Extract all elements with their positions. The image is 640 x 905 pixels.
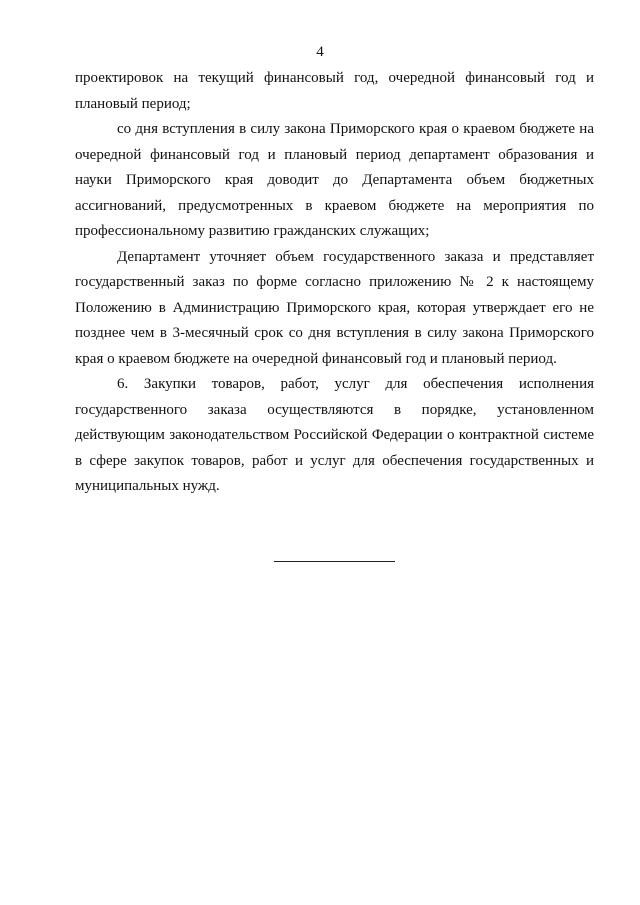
paragraph-procurement: 6. Закупки товаров, работ, услуг для обеспечения исполнения государственного заказа осуществляются в порядке, установленном действующим законодательством Российской Федерации о контрактной системе в сфере закупок товаров, работ и услуг для обеспечения государственных и муниципальных нужд. <box>75 376 594 494</box>
paragraph-budget-allocation: со дня вступления в силу закона Приморского края о краевом бюджете на очередной финансовый год и плановый период департамент образования и науки Приморского края доводит до Департамента объем бюджетных ассигнований, предусмотренных в краевом бюджете на мероприятия по профессиональному развитию гражданских служащих; <box>75 121 594 239</box>
page-number: 4 <box>316 44 324 60</box>
document-body <box>75 66 594 500</box>
end-separator-line <box>274 561 395 562</box>
paragraph-continuation: проектировок на текущий финансовый год, очередной финансовый год и плановый период; <box>75 70 594 112</box>
paragraph-state-order: Департамент уточняет объем государственного заказа и представляет государственный заказ по форме согласно приложению № 2 к настоящему Положению в Администрацию Приморского края, которая утверждает его не позднее чем в 3-месячный срок со дня вступления в силу закона Приморского края о краевом бюджете на очередной финансовый год и плановый период. <box>75 248 594 367</box>
